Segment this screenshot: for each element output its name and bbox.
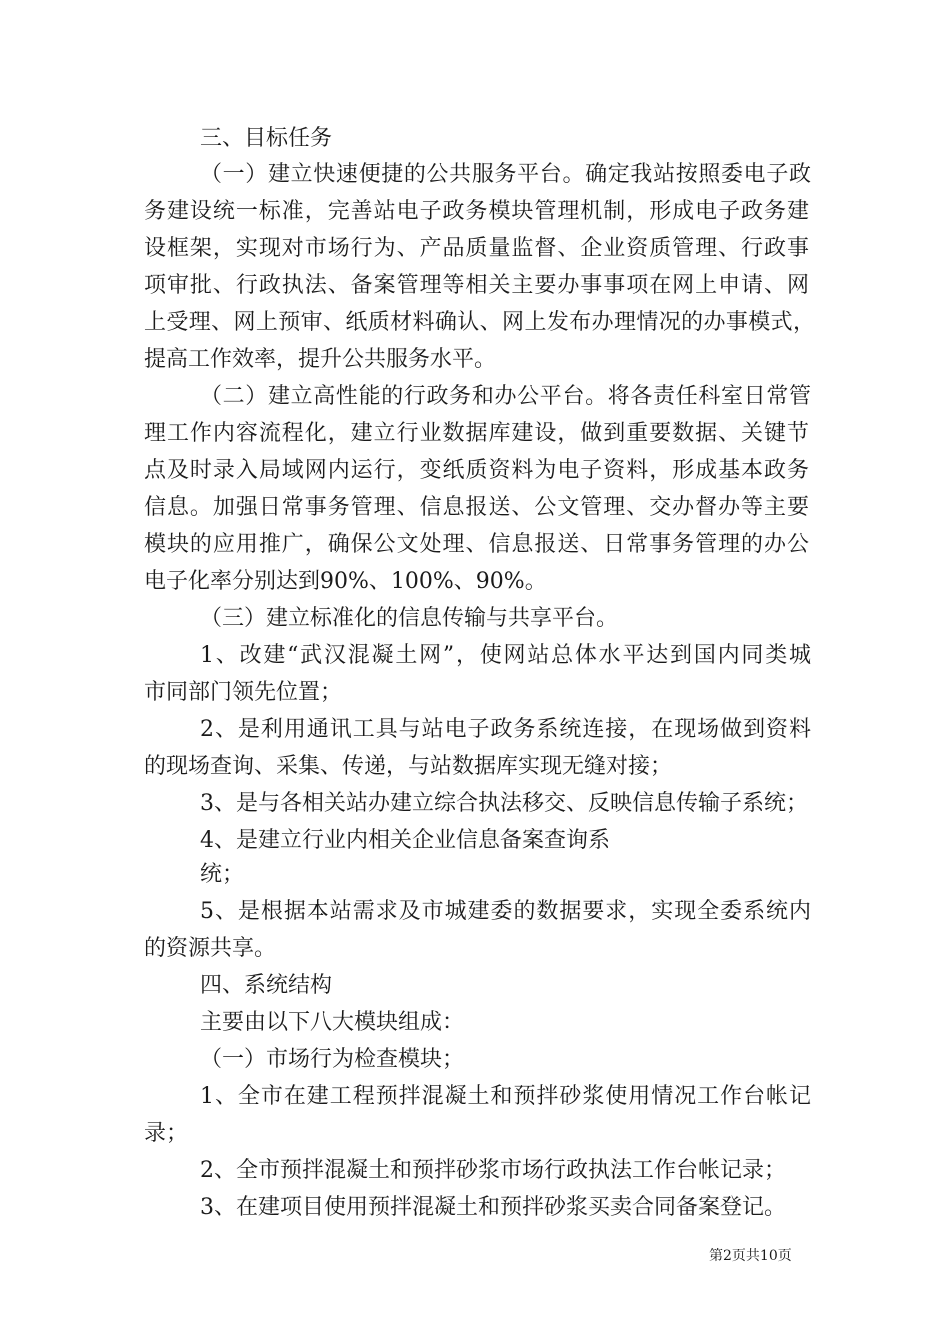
list-item-line: 统； [200, 862, 245, 887]
list-item-line: 2、是利用通讯工具与站电子政务系统连接，在现场做到资料 [200, 717, 811, 742]
paragraph-line: （二）建立高性能的行政务和办公平台。将各责任科室日常管 [200, 384, 811, 409]
heading-system-structure: 四、系统结构 [200, 973, 333, 998]
list-item-line: 的现场查询、采集、传递，与站数据库实现无缝对接； [144, 754, 673, 779]
list-item-line: 市同部门领先位置； [144, 680, 343, 705]
list-item-line: 3、是与各相关站办建立综合执法移交、反映信息传输子系统； [200, 791, 808, 816]
paragraph-line: 信息。加强日常事务管理、信息报送、公文管理、交办督办等主要 [144, 495, 809, 520]
paragraph-line: 上受理、网上预审、纸质材料确认、网上发布办理情况的办事模式， [144, 310, 815, 335]
list-item-line: 4、是建立行业内相关企业信息备案查询系 [200, 828, 610, 853]
list-item-line: 3、在建项目使用预拌混凝土和预拌砂浆买卖合同备案登记。 [200, 1195, 786, 1220]
paragraph-line: 理工作内容流程化，建立行业数据库建设，做到重要数据、关键节 [144, 421, 809, 446]
paragraph-line: 项审批、行政执法、备案管理等相关主要办事事项在网上申请、网 [144, 273, 809, 298]
paragraph-line: 点及时录入局域网内运行，变纸质资料为电子资料，形成基本政务 [144, 458, 809, 483]
heading-objectives: 三、目标任务 [200, 126, 333, 151]
list-item-line: 的资源共享。 [144, 936, 277, 961]
paragraph-line: 务建设统一标准，完善站电子政务模块管理机制，形成电子政务建 [144, 199, 809, 224]
list-item-line: 2、全市预拌混凝土和预拌砂浆市场行政执法工作台帐记录； [200, 1158, 786, 1183]
paragraph-line: 主要由以下八大模块组成： [200, 1010, 465, 1035]
paragraph-line: 电子化率分别达到90%、100%、90%。 [144, 569, 547, 594]
subheading-line: （三）建立标准化的信息传输与共享平台。 [200, 606, 619, 631]
list-item-line: 录； [144, 1121, 189, 1146]
page-number-footer: 第2页共10页 [709, 1248, 792, 1264]
subheading-line: （一）市场行为检查模块； [200, 1047, 465, 1072]
list-item-line: 1、改建“武汉混凝土网”，使网站总体水平达到国内同类城 [200, 643, 811, 668]
list-item-line: 5、是根据本站需求及市城建委的数据要求，实现全委系统内 [200, 899, 811, 924]
list-item-line: 1、全市在建工程预拌混凝土和预拌砂浆使用情况工作台帐记 [200, 1084, 811, 1109]
paragraph-line: 提高工作效率，提升公共服务水平。 [144, 347, 497, 372]
paragraph-line: 模块的应用推广，确保公文处理、信息报送、日常事务管理的办公 [144, 532, 809, 557]
paragraph-line: 设框架，实现对市场行为、产品质量监督、企业资质管理、行政事 [144, 236, 809, 261]
paragraph-line: （一）建立快速便捷的公共服务平台。确定我站按照委电子政 [200, 162, 811, 187]
